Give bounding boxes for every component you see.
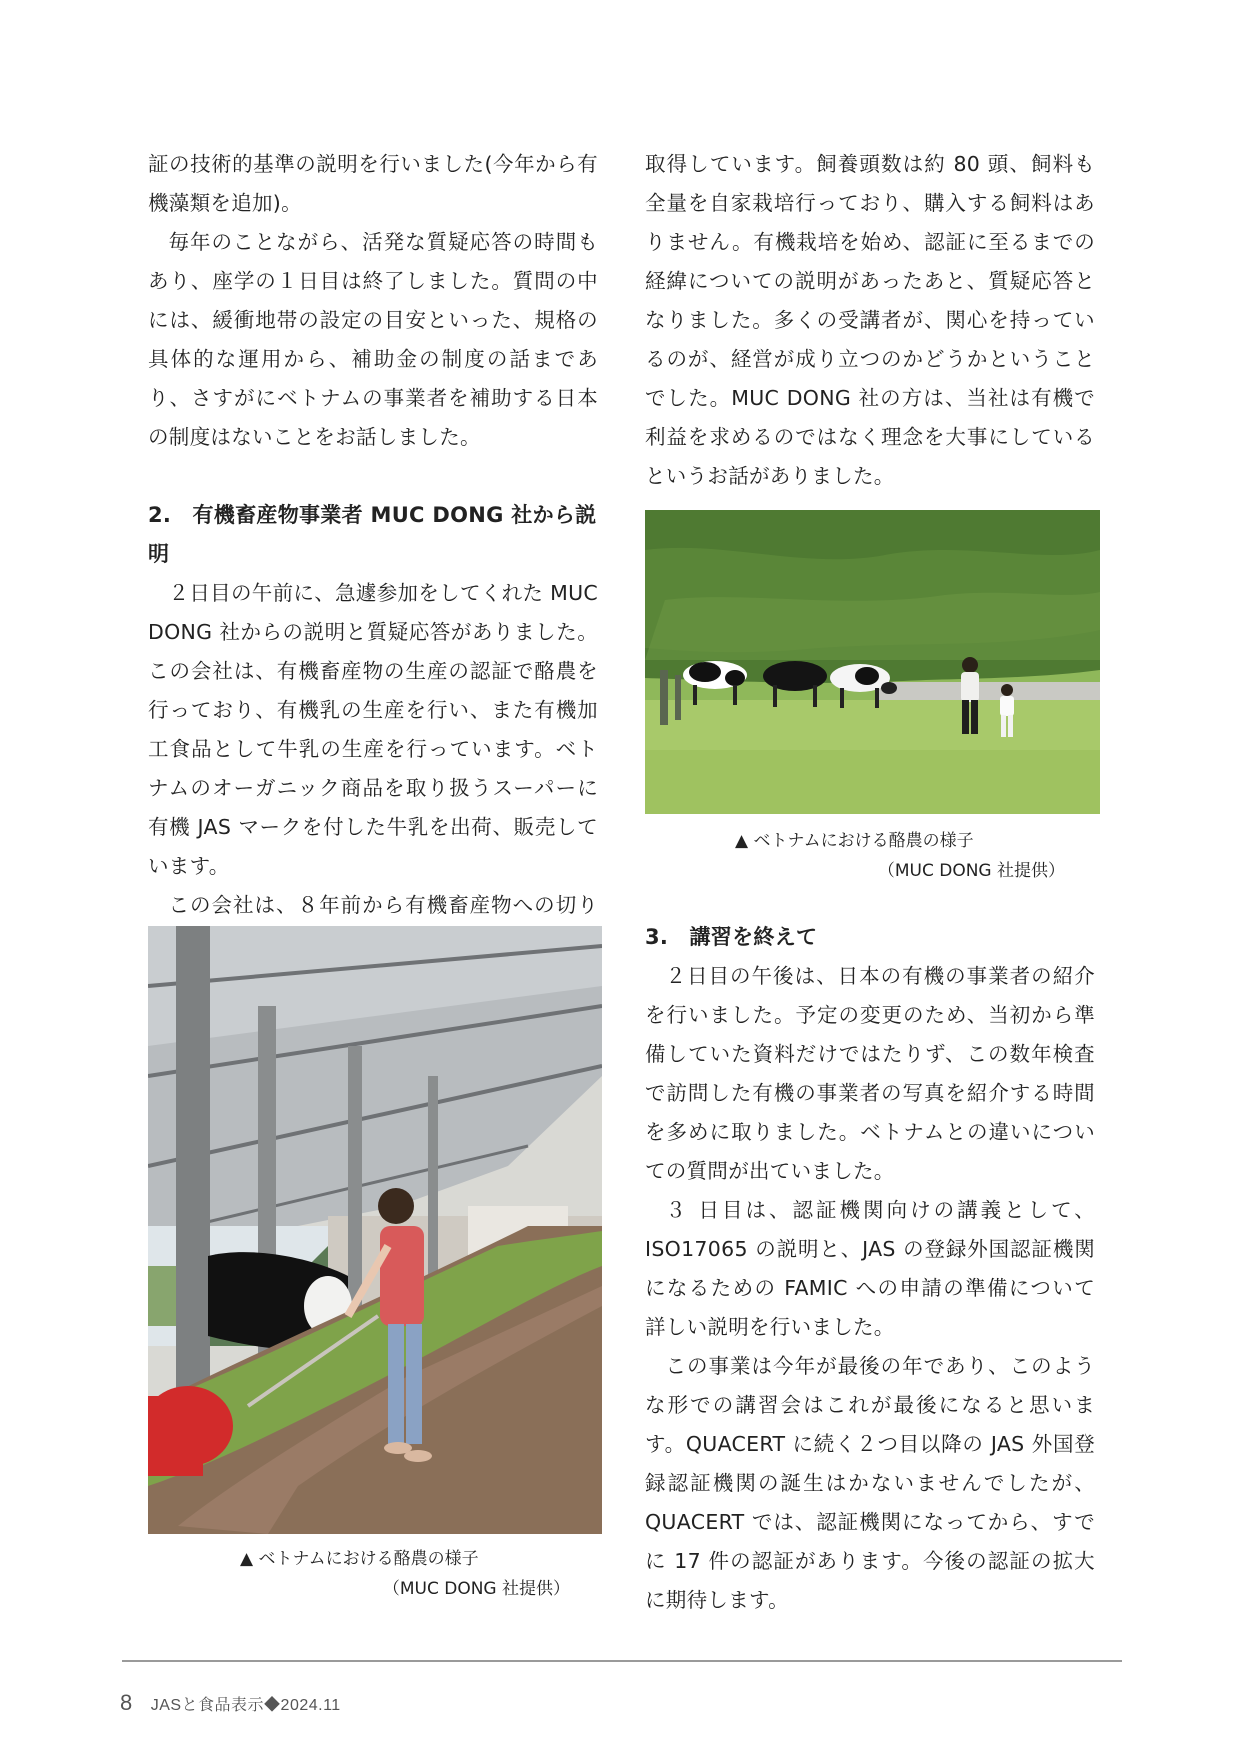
field-cows-photo	[645, 510, 1100, 814]
barn-photo-caption	[240, 1544, 570, 1604]
footer-divider	[122, 1660, 1122, 1662]
left-column	[148, 145, 598, 1003]
caption-text: ▲ ベトナムにおける酪農の様子	[735, 831, 974, 851]
caption-credit: （MUC DONG 社提供）	[877, 861, 1065, 881]
field-photo-caption	[735, 826, 1065, 886]
page-number: 8	[120, 1690, 133, 1715]
paragraph: 取得しています。飼養頭数は約 80 頭、飼料も全量を自家栽培行っており、購入する飼料はありません。有機栽培を始め、認証に至るまでの経緯についての説明があったあと、質疑応答となりました。多くの受講者が、関心を持っているのが、経営が成り立つのかどうかということでした。MUC DONG 社の方は、当社は有機で利益を求めるのではなく理念を大事にしているというお話がありました。	[645, 152, 1095, 488]
page-footer	[120, 1690, 341, 1716]
paragraph: ２日目の午前に、急遽参加をしてくれた MUC DONG 社からの説明と質疑応答がありました。この会社は、有機畜産物の生産の認証で酪農を行っており、有機乳の生産を行い、また有機加工食品として牛乳の生産を行っています。ベトナムのオーガニック商品を取り扱うスーパーに有機 JAS マークを付した牛乳を出荷、販売しています。	[148, 581, 598, 878]
paragraph: ３ 日目は、認証機関向けの講義として、ISO17065 の説明と、JAS の登録外国認証機関になるための FAMIC への申請の準備について詳しい説明を行いました。	[645, 1198, 1095, 1339]
right-column-top	[645, 145, 1095, 496]
right-column-bottom	[645, 918, 1095, 1620]
paragraph: ２日目の午後は、日本の有機の事業者の紹介を行いました。予定の変更のため、当初から準備していた資料だけではたりず、この数年検査で訪問した有機の事業者の写真を紹介する時間を多めに取りました。ベトナムとの違いについての質問が出ていました。	[645, 964, 1095, 1183]
caption-text: ▲ ベトナムにおける酪農の様子	[240, 1549, 479, 1569]
paragraph: この事業は今年が最後の年であり、このような形での講習会はこれが最後になると思います。QUACERT に続く２つ目以降の JAS 外国登録認証機関の誕生はかないませんでしたが、QUACERT では、認証機関になってから、すでに 17 件の認証があります。今後の認証の拡大に期待します。	[645, 1354, 1095, 1612]
paragraph: 毎年のことながら、活発な質疑応答の時間もあり、座学の１日目は終了しました。質問の中には、緩衝地帯の設定の目安といった、規格の具体的な運用から、補助金の制度の話まであり、さすがにベトナムの事業者を補助する日本の制度はないことをお話しました。	[148, 230, 598, 449]
barn-feeding-photo	[148, 926, 602, 1534]
paragraph: この会社は、８年前から有機畜産物への切り	[168, 893, 598, 917]
paragraph: 証の技術的基準の説明を行いました(今年から有機藻類を追加)。	[148, 152, 598, 215]
section-heading: 2. 有機畜産物事業者 MUC DONG 社から説明	[148, 503, 597, 566]
section-heading: 3. 講習を終えて	[645, 925, 818, 949]
publication-title: JASと食品表示◆2024.11	[150, 1697, 341, 1714]
caption-credit: （MUC DONG 社提供）	[382, 1579, 570, 1599]
